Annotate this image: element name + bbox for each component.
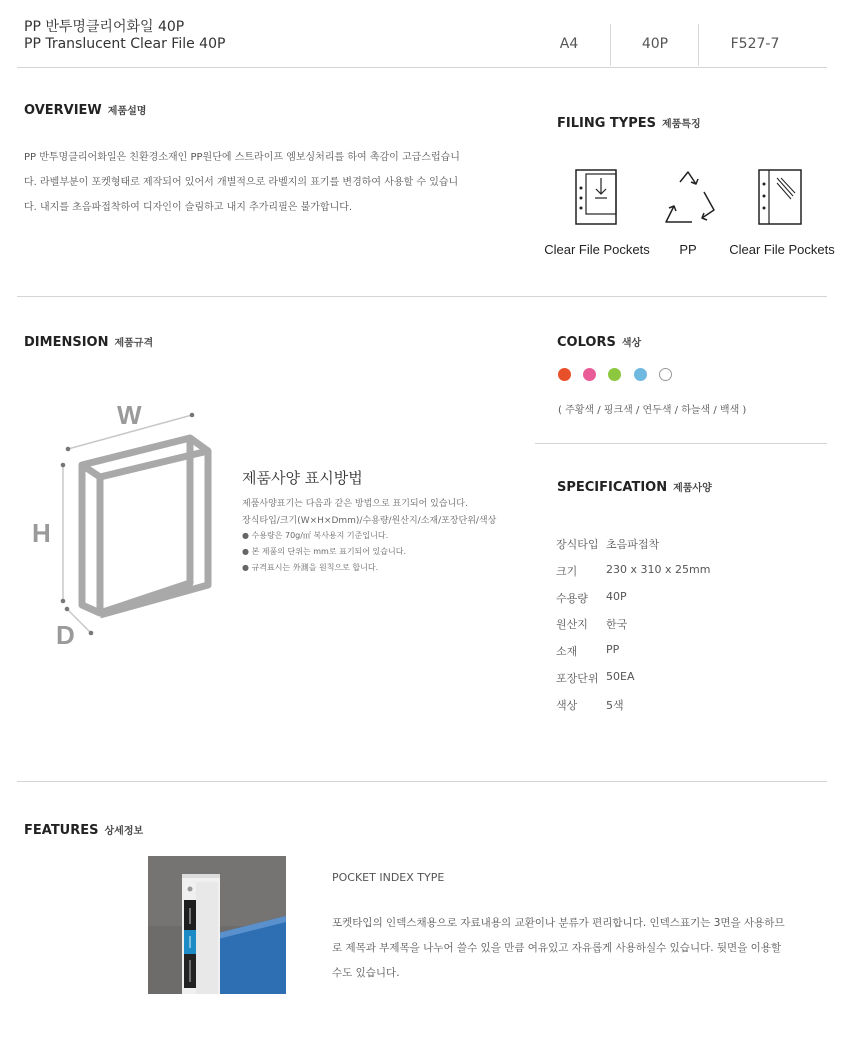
filing-type-label: Clear File Pockets: [729, 242, 835, 257]
spec-method-line: 장식타입/크기(W×H×Dmm)/수용량/원산지/소재/포장단위/색상: [242, 516, 497, 526]
spec-method-note: ● 본 제품의 단위는 mm로 표기되어 있습니다.: [242, 547, 407, 556]
binder-dimension-diagram: [55, 405, 215, 645]
spec-key: 수용량: [556, 592, 588, 605]
color-swatch-sky-blue: [634, 368, 647, 381]
divider: [17, 67, 827, 68]
spec-value: 초음파접착: [606, 538, 660, 551]
spec-value: 50EA: [606, 670, 635, 683]
features-subtitle: POCKET INDEX TYPE: [332, 871, 445, 884]
color-swatch-white: [659, 368, 672, 381]
header-pages: 40P: [641, 36, 669, 52]
spec-key: 장식타입: [556, 538, 599, 551]
divider: [17, 781, 827, 782]
product-title-korean: PP 반투명클리어화일 40P: [24, 19, 185, 35]
depth-letter: D: [56, 620, 75, 650]
colors-caption: ( 주황색 / 핑크색 / 연두색 / 하늘색 / 백색 ): [558, 405, 747, 416]
clear-file-pocket-icon: [574, 168, 620, 228]
colors-heading: COLORS 색상: [557, 335, 642, 350]
pocket-index-photo: [148, 856, 286, 994]
features-heading: FEATURES 상세정보: [24, 823, 144, 838]
color-swatch-green: [608, 368, 621, 381]
height-letter: H: [32, 518, 51, 548]
spec-key: 소재: [556, 645, 578, 658]
divider: [17, 296, 827, 297]
spec-method-note: ● 규격표시는 外測을 원칙으로 합니다.: [242, 563, 379, 572]
features-text: 포켓타입의 인덱스채용으로 자료내용의 교환이나 분류가 편리합니다. 인덱스표기는 3면을 사용하므 로 제목과 부제목을 나누어 쓸수 있을 만큼 여유있고 자유롭게 사용하실수 있습니다. 뒷면을 이용할 수도 있습니다.: [332, 917, 785, 979]
spec-key: 포장단위: [556, 672, 599, 685]
color-swatch-orange: [558, 368, 571, 381]
spec-key: 크기: [556, 565, 578, 578]
color-swatch-pink: [583, 368, 596, 381]
spec-value: 40P: [606, 590, 627, 603]
clear-file-sheet-icon: [757, 168, 805, 228]
filing-types-heading: FILING TYPES 제품특징: [557, 116, 701, 131]
divider: [535, 443, 827, 444]
filing-type-label: Clear File Pockets: [544, 242, 650, 257]
spec-key: 색상: [556, 699, 578, 712]
product-title-english: PP Translucent Clear File 40P: [24, 36, 226, 52]
recycle-icon: [658, 168, 718, 228]
filing-type-label: PP: [679, 242, 697, 257]
header-divider: [698, 24, 699, 66]
header-size: A4: [559, 36, 579, 52]
spec-method-line: 제품사양표기는 다음과 같은 방법으로 표기되어 있습니다.: [242, 499, 468, 509]
spec-method-title: 제품사양 표시방법: [242, 469, 363, 487]
specification-heading: SPECIFICATION 제품사양: [557, 480, 712, 495]
spec-value: 5색: [606, 699, 624, 712]
spec-value: 230 x 310 x 25mm: [606, 563, 711, 576]
overview-text: PP 반투명클리어화일은 친환경소재인 PP원단에 스트라이프 엠보싱처리를 하여 촉감이 고급스럽습니 다. 라벨부분이 포켓형태로 제작되어 있어서 개별적으로 라벨지의 표기를 변경하여 사용할 수 있습니 다. 내지를 초음파접착하여 디자인이 슬림하고 내지 추가리필은 불가합니다.: [24, 152, 460, 213]
width-letter: W: [117, 400, 142, 430]
spec-value: PP: [606, 643, 620, 656]
header-code: F527-7: [730, 36, 780, 52]
dimension-heading: DIMENSION 제품규격: [24, 335, 154, 350]
spec-value: 한국: [606, 618, 628, 631]
spec-method-note: ● 수용량은 70g/㎡ 복사용지 기준입니다.: [242, 531, 389, 540]
spec-key: 원산지: [556, 618, 588, 631]
overview-heading: OVERVIEW 제품설명: [24, 103, 147, 118]
